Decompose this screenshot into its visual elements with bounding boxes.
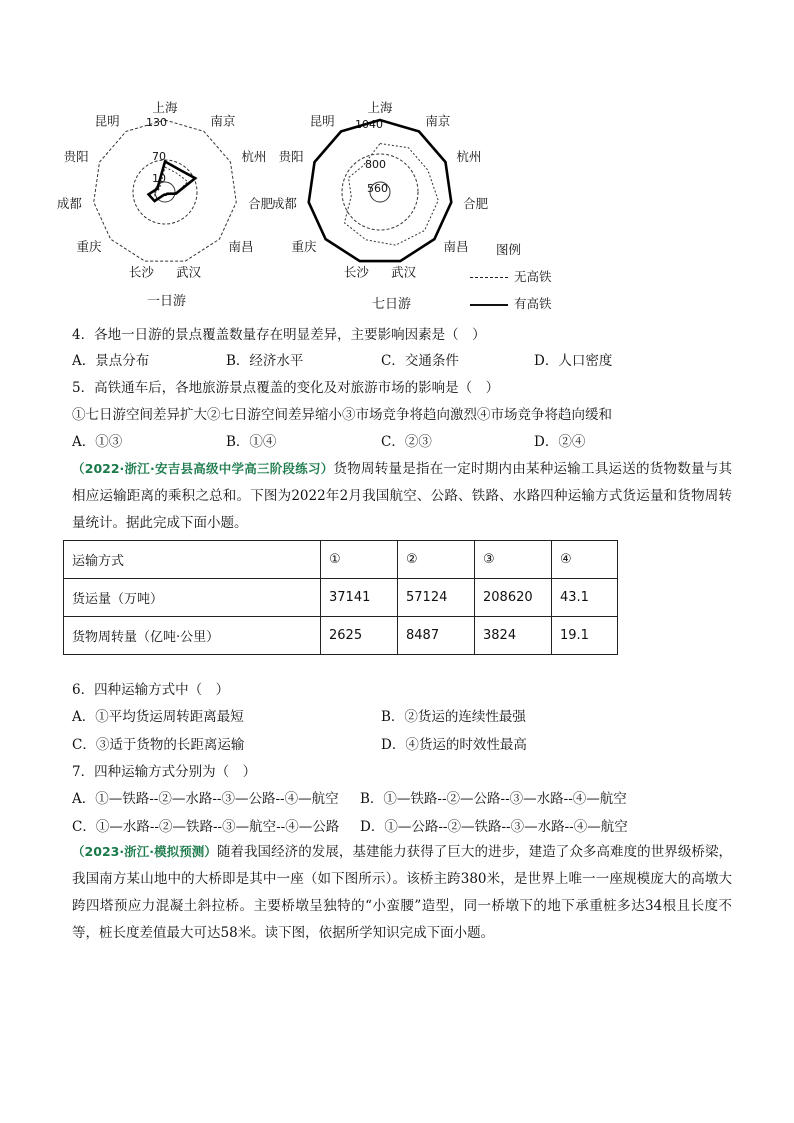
radar-chart-one-day [56,92,280,307]
table-header-cell: ② [398,541,475,579]
passage-2 [72,838,732,947]
passage-1-source: （2022·浙江·安吉县高级中学高三阶段练习） [72,461,334,476]
table-cell: 19.1 [552,617,618,655]
radar-ring-label: 1040 [355,118,383,131]
radar-ring-label: 70 [152,150,166,163]
radar-city-label: 贵阳 [278,149,304,165]
radar-city-label: 南京 [425,113,451,129]
legend-with-hsr-label: 有高铁 [514,296,552,311]
radar-city-label: 武汉 [391,264,417,280]
q6-option-d[interactable]: D．④货运的时效性最高 [381,737,527,753]
legend-item-with-hsr [470,294,552,312]
radar-city-label: 昆明 [309,113,335,129]
table-cell: 2625 [321,617,398,655]
q6-option-b[interactable]: B．②货运的连续性最强 [381,709,526,725]
table-cell: 57124 [398,579,475,617]
radar-city-label: 南昌 [228,239,254,255]
radar-city-label: 成都 [56,195,82,211]
radar1-caption: 一日游 [147,294,187,309]
radar-city-label: 重庆 [291,239,317,255]
q7-option-a[interactable]: A．①—铁路--②—水路--③—公路--④—航空 [72,791,339,807]
table-row [64,617,618,655]
passage-2-text: 随着我国经济的发展，基建能力获得了巨大的进步，建造了众多高难度的世界级桥梁，我国南方某山地中的大桥即是其中一座（如下图所示）。该桥主跨380米，是世界上唯一一座规模庞大的高墩大跨四塔预应力混凝土斜拉桥。主要桥墩呈独特的“小蛮腰”造型，同一桥墩下的地下承重桩多达34根且长度不等，桩长度差值最大可达58米。读下图，依据所学知识完成下面小题。 [72,844,733,941]
q4-option-c[interactable]: C．交通条件 [381,353,459,369]
question-6-stem: 6．四种运输方式中（ ） [72,682,230,698]
q5-option-c[interactable]: C．②③ [381,434,432,450]
radar-city-label: 长沙 [343,264,369,280]
question-7-stem: 7．四种运输方式分别为（ ） [72,764,257,780]
table-cell: 货运量（万吨） [64,579,321,617]
table-header-cell: 运输方式 [64,541,321,579]
passage-1 [72,455,732,537]
radar-city-label: 贵阳 [63,149,89,165]
table-header-cell: ③ [475,541,552,579]
radar-ring-label: 800 [365,158,386,171]
q7-option-d[interactable]: D．①—公路--②—铁路--③—水路--④—航空 [360,819,628,835]
radar-ring-label: 560 [367,182,388,195]
table-cell: 37141 [321,579,398,617]
table-cell: 货物周转量（亿吨·公里） [64,617,321,655]
table-cell: 3824 [475,617,552,655]
table-header-cell: ④ [552,541,618,579]
radar-city-label: 昆明 [94,113,120,129]
q6-option-c[interactable]: C．③适于货物的长距离运输 [72,737,245,753]
radar-city-label: 南京 [210,113,236,129]
radar-city-label: 南昌 [443,239,469,255]
freight-table [63,540,618,655]
table-cell: 208620 [475,579,552,617]
radar-city-label: 上海 [152,100,178,115]
q7-option-b[interactable]: B．①—铁路--②—公路--③—水路--④—航空 [360,791,627,807]
radar-ring-label: 130 [146,116,167,129]
solid-line-icon [470,304,508,306]
table-header-cell: ① [321,541,398,579]
radar-outer-ring [94,120,237,261]
radar-city-label: 合肥 [248,195,274,211]
q4-option-a[interactable]: A．景点分布 [72,353,150,369]
passage-2-source: （2023·浙江·模拟预测） [72,844,217,859]
q5-option-b[interactable]: B．①④ [226,434,277,450]
passage-1-text: 货物周转量是指在一定时期内由某种运输工具运送的货物数量与其相应运输距离的乘积之总和。下图为2022年2月我国航空、公路、铁路、水路四种运输方式货运量和货物周转量统计。据此完成下面小题。 [72,461,733,531]
series-without-hsr [344,144,438,246]
radar-city-label: 成都 [271,195,297,211]
legend-title: 图例 [496,242,522,257]
q4-option-d[interactable]: D．人口密度 [534,353,613,369]
radar-city-label: 合肥 [463,195,489,211]
radar-chart-seven-day [271,92,490,307]
question-5-stem: 5．高铁通车后，各地旅游景点覆盖的变化及对旅游市场的影响是（ ） [72,380,500,396]
table-cell: 8487 [398,617,475,655]
table-row [64,579,618,617]
legend [470,240,552,312]
radar-city-label: 杭州 [456,149,482,165]
legend-item-no-hsr [470,267,552,285]
q5-option-a[interactable]: A．①③ [72,434,123,450]
table-header-row [64,541,618,579]
q5-option-d[interactable]: D．②④ [534,434,586,450]
radar-city-label: 杭州 [241,149,267,165]
legend-no-hsr-label: 无高铁 [514,269,552,284]
radar-ring-label: 10 [152,172,166,185]
question-4-stem: 4．各地一日游的景点覆盖数量存在明显差异，主要影响因素是（ ） [72,327,486,343]
radar-city-label: 武汉 [176,264,202,280]
q6-option-a[interactable]: A．①平均货运周转距离最短 [72,709,244,725]
dashed-line-icon [470,277,508,278]
question-5-statements: ①七日游空间差异扩大②七日游空间差异缩小③市场竞争将趋向激烈④市场竞争将趋向缓和 [72,407,612,423]
q4-option-b[interactable]: B．经济水平 [226,353,304,369]
radar-city-label: 长沙 [128,264,154,280]
q7-option-c[interactable]: C．①—水路--②—铁路--③—航空--④—公路 [72,819,340,835]
radar2-caption: 七日游 [372,297,412,312]
radar-city-label: 上海 [367,100,393,115]
radar-ring [133,160,197,224]
table-cell: 43.1 [552,579,618,617]
radar-city-label: 重庆 [76,239,102,255]
